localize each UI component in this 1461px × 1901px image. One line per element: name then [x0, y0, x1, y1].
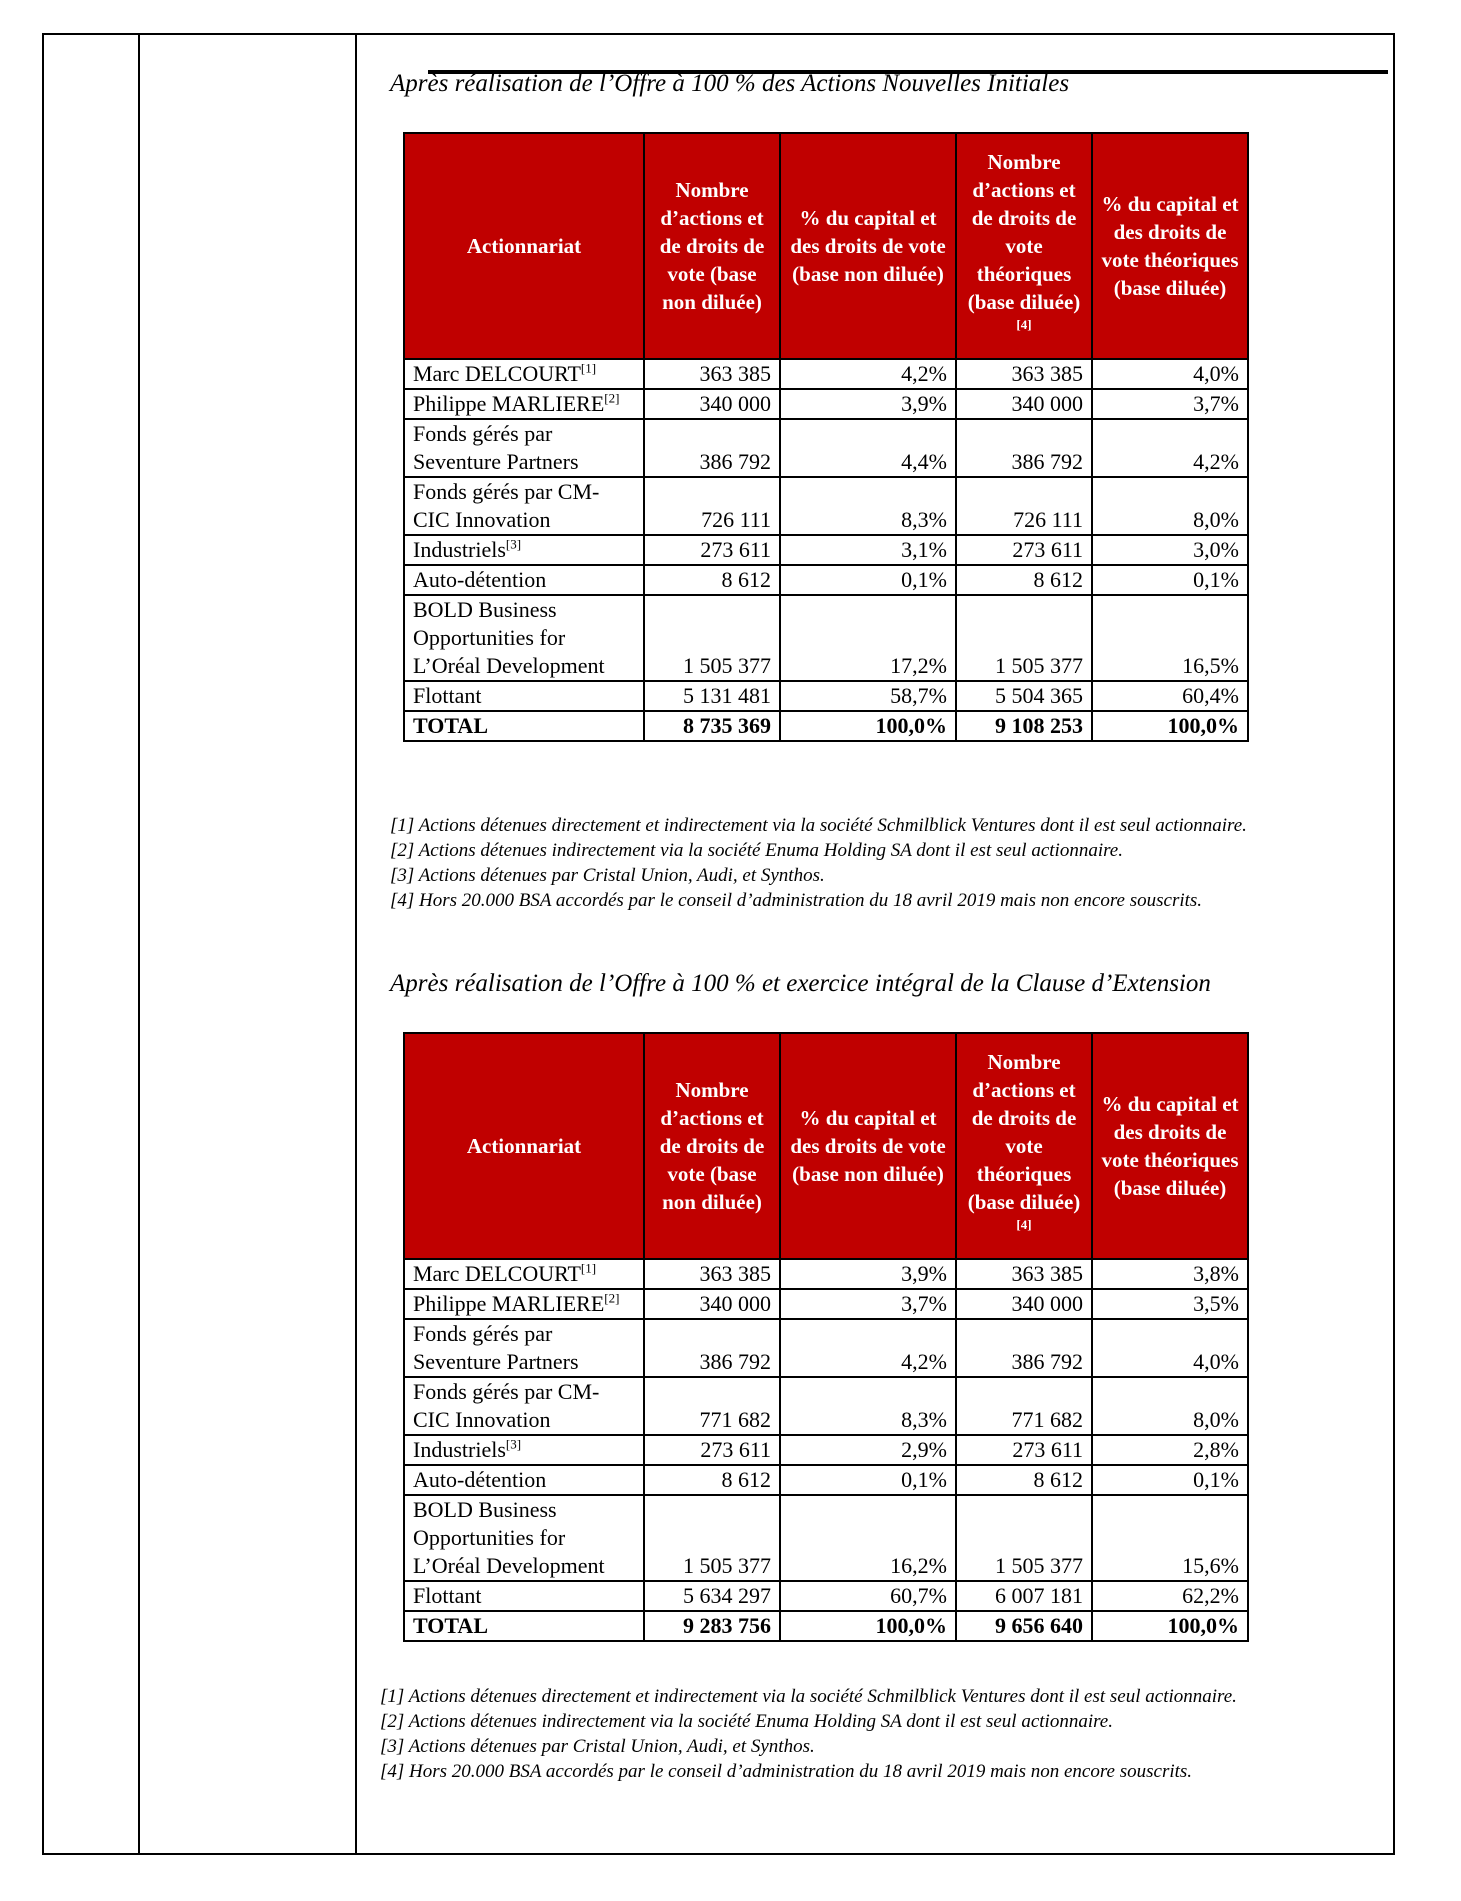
shareholder-name-text: Marc DELCOURT	[413, 1261, 581, 1286]
shareholder-name-text: Fonds gérés par CM-CIC Innovation	[413, 479, 600, 532]
shares-diluted	[956, 595, 1092, 681]
shares-base	[644, 419, 780, 477]
pct-base	[780, 419, 956, 477]
shares-base	[644, 535, 780, 565]
shares-diluted	[956, 1581, 1092, 1611]
column-header	[1092, 133, 1248, 359]
shares-base-text: 386 792	[699, 1349, 771, 1374]
pct-diluted-text: 8,0%	[1193, 507, 1239, 532]
shareholder-name-text: Fonds gérés par CM-CIC Innovation	[413, 1379, 600, 1432]
pct-base-text: 8,3%	[901, 1407, 947, 1432]
pct-base	[780, 681, 956, 711]
shareholder-name-text: Philippe MARLIERE	[413, 1291, 605, 1316]
pct-base-text: 4,2%	[901, 361, 947, 386]
shareholder-name	[404, 1289, 644, 1319]
shares-base-text: 5 131 481	[683, 683, 771, 708]
shares-diluted-text: 273 611	[1012, 537, 1083, 562]
pct-base-text: 3,9%	[901, 1261, 947, 1286]
column-header	[1092, 1033, 1248, 1259]
column-header	[644, 1033, 780, 1259]
pct-diluted	[1092, 419, 1248, 477]
column-header	[404, 1033, 644, 1259]
table-row	[404, 477, 1248, 535]
pct-diluted	[1092, 1495, 1248, 1581]
column-header	[956, 133, 1092, 359]
pct-diluted-text: 0,1%	[1193, 567, 1239, 592]
table-row	[404, 681, 1248, 711]
footnote: [4] Hors 20.000 BSA accordés par le conseil d’administration du 18 avril 2019 mais non encore souscrits.	[390, 890, 1203, 911]
pct-base-text: 3,7%	[901, 1291, 947, 1316]
shares-diluted-text: 273 611	[1012, 1437, 1083, 1462]
total-shares-diluted-text: 9 656 640	[995, 1613, 1083, 1638]
shareholder-name	[404, 595, 644, 681]
table-row	[404, 359, 1248, 389]
shares-base-text: 273 611	[700, 537, 771, 562]
table-row	[404, 1319, 1248, 1377]
shares-diluted	[956, 419, 1092, 477]
pct-base	[780, 565, 956, 595]
header-row	[404, 133, 1248, 359]
shares-diluted	[956, 1259, 1092, 1289]
pct-base-text: 0,1%	[901, 1467, 947, 1492]
shareholder-name-text: Marc DELCOURT	[413, 361, 581, 386]
column-header-text: Actionnariat	[466, 234, 582, 258]
shareholder-name	[404, 1377, 644, 1435]
pct-base-text: 2,9%	[901, 1437, 947, 1462]
pct-base-text: 3,9%	[901, 391, 947, 416]
pct-base	[780, 1319, 956, 1377]
pct-diluted-text: 3,7%	[1193, 391, 1239, 416]
pct-base-text: 8,3%	[901, 507, 947, 532]
column-header	[956, 1033, 1092, 1259]
header-row	[404, 1033, 1248, 1259]
shareholder-name	[404, 389, 644, 419]
shares-diluted-text: 6 007 181	[995, 1583, 1083, 1608]
column-header-text: % du capital et des droits de vote (base non diluée)	[790, 1106, 946, 1186]
footnote: [3] Actions détenues par Cristal Union, Audi, et Synthos.	[380, 1736, 815, 1757]
shares-base-text: 363 385	[699, 361, 771, 386]
total-label	[404, 711, 644, 741]
shares-diluted	[956, 1435, 1092, 1465]
shares-base-text: 726 111	[701, 507, 771, 532]
pct-base	[780, 535, 956, 565]
column-header-text: % du capital et des droits de vote théoriques (base diluée)	[1101, 1092, 1239, 1200]
shares-base	[644, 1319, 780, 1377]
column-header-text: Actionnariat	[466, 1134, 582, 1158]
table-row	[404, 565, 1248, 595]
pct-base	[780, 595, 956, 681]
table-row	[404, 419, 1248, 477]
shareholder-name	[404, 535, 644, 565]
table-row	[404, 389, 1248, 419]
column-header	[780, 1033, 956, 1259]
shareholder-name-text: Auto-détention	[413, 567, 547, 592]
total-pct-base	[780, 1611, 956, 1641]
column-header-text: Nombre d’actions et de droits de vote (base non diluée)	[659, 1078, 765, 1214]
shareholder-name	[404, 565, 644, 595]
total-label-text: TOTAL	[413, 713, 488, 738]
shares-base	[644, 477, 780, 535]
pct-base	[780, 1581, 956, 1611]
total-label-text: TOTAL	[413, 1613, 488, 1638]
shareholder-name-text: Fonds gérés par Seventure Partners	[413, 1321, 579, 1374]
footnote-marker: [4]	[1016, 1217, 1032, 1232]
table-row	[404, 1581, 1248, 1611]
pct-diluted	[1092, 1319, 1248, 1377]
shares-base	[644, 565, 780, 595]
shareholder-name	[404, 359, 644, 389]
shares-diluted-text: 726 111	[1013, 507, 1083, 532]
shares-diluted	[956, 565, 1092, 595]
pct-base-text: 16,2%	[890, 1553, 947, 1578]
pct-diluted	[1092, 535, 1248, 565]
table-row	[404, 535, 1248, 565]
pct-diluted-text: 3,0%	[1193, 537, 1239, 562]
total-shares-base-text: 8 735 369	[683, 713, 771, 738]
shareholder-name-text: Industriels	[413, 1437, 506, 1462]
footnote-marker: [4]	[1016, 317, 1032, 332]
pct-diluted	[1092, 359, 1248, 389]
pct-diluted-text: 3,5%	[1193, 1291, 1239, 1316]
column-header	[644, 133, 780, 359]
table-row	[404, 595, 1248, 681]
pct-base	[780, 1289, 956, 1319]
footnote-marker: [3]	[505, 536, 522, 552]
pct-base	[780, 359, 956, 389]
footnotes	[380, 1684, 1324, 1784]
total-shares-base-text: 9 283 756	[683, 1613, 771, 1638]
shareholder-name-text: Flottant	[413, 1583, 482, 1608]
total-shares-diluted	[956, 711, 1092, 741]
pct-base-text: 3,1%	[901, 537, 947, 562]
shares-diluted-text: 1 505 377	[995, 653, 1083, 678]
pct-diluted	[1092, 595, 1248, 681]
shares-base	[644, 1581, 780, 1611]
shareholder-name	[404, 681, 644, 711]
pct-diluted-text: 62,2%	[1182, 1583, 1239, 1608]
footnote: [3] Actions détenues par Cristal Union, Audi, et Synthos.	[390, 865, 825, 886]
shareholder-name-text: BOLD Business Opportunities for L’Oréal Development	[413, 597, 605, 678]
footnote-marker: [1]	[580, 1260, 597, 1276]
shares-base-text: 771 682	[699, 1407, 771, 1432]
pct-base	[780, 1465, 956, 1495]
shares-diluted-text: 771 682	[1011, 1407, 1083, 1432]
shares-base-text: 363 385	[699, 1261, 771, 1286]
pct-diluted-text: 4,2%	[1193, 449, 1239, 474]
pct-diluted	[1092, 389, 1248, 419]
shares-base-text: 386 792	[699, 449, 771, 474]
total-pct-diluted-text: 100,0%	[1167, 1613, 1239, 1638]
column-header-text: % du capital et des droits de vote théoriques (base diluée)	[1101, 192, 1239, 300]
pct-diluted	[1092, 1259, 1248, 1289]
shares-diluted-text: 386 792	[1011, 1349, 1083, 1374]
total-shares-diluted	[956, 1611, 1092, 1641]
shareholder-name-text: Flottant	[413, 683, 482, 708]
shares-diluted-text: 340 000	[1011, 1291, 1083, 1316]
total-pct-base-text: 100,0%	[875, 713, 947, 738]
column-header-text: Nombre d’actions et de droits de vote théoriques (base diluée)	[967, 1050, 1081, 1214]
column-divider	[355, 35, 357, 1853]
table-row	[404, 1495, 1248, 1581]
shares-base	[644, 595, 780, 681]
footnote: [2] Actions détenues indirectement via la société Enuma Holding SA dont il est seul actionnaire.	[380, 1711, 1113, 1732]
column-header	[780, 133, 956, 359]
shares-diluted-text: 8 612	[1033, 567, 1083, 592]
total-pct-diluted	[1092, 711, 1248, 741]
pct-base	[780, 1377, 956, 1435]
pct-base	[780, 477, 956, 535]
total-shares-base	[644, 1611, 780, 1641]
shareholder-name-text: BOLD Business Opportunities for L’Oréal Development	[413, 1497, 605, 1578]
footnote-marker: [2]	[604, 1290, 620, 1306]
shares-diluted-text: 8 612	[1033, 1467, 1083, 1492]
pct-base	[780, 389, 956, 419]
total-label	[404, 1611, 644, 1641]
column-header-text: Nombre d’actions et de droits de vote (base non diluée)	[659, 178, 765, 314]
pct-diluted	[1092, 477, 1248, 535]
footnote-marker: [3]	[505, 1436, 522, 1452]
shareholder-name	[404, 1495, 644, 1581]
pct-base-text: 60,7%	[890, 1583, 947, 1608]
pct-diluted-text: 0,1%	[1193, 1467, 1239, 1492]
shares-base-text: 8 612	[721, 1467, 771, 1492]
section-title: Après réalisation de l’Offre à 100 % des Actions Nouvelles Initiales	[390, 70, 1070, 97]
shares-diluted	[956, 389, 1092, 419]
shares-base	[644, 359, 780, 389]
shares-base	[644, 389, 780, 419]
column-divider	[138, 35, 140, 1853]
total-pct-diluted	[1092, 1611, 1248, 1641]
table-row	[404, 1289, 1248, 1319]
pct-base	[780, 1495, 956, 1581]
shareholding-table	[403, 132, 1249, 742]
table-row	[404, 1259, 1248, 1289]
shareholder-name	[404, 1259, 644, 1289]
pct-base-text: 4,4%	[901, 449, 947, 474]
shares-diluted	[956, 477, 1092, 535]
pct-base	[780, 1259, 956, 1289]
shares-base-text: 273 611	[700, 1437, 771, 1462]
shares-diluted-text: 363 385	[1011, 1261, 1083, 1286]
shareholding-table	[403, 1032, 1249, 1642]
shares-base	[644, 1259, 780, 1289]
pct-diluted	[1092, 1435, 1248, 1465]
pct-diluted-text: 8,0%	[1193, 1407, 1239, 1432]
shares-base-text: 340 000	[699, 391, 771, 416]
shares-base	[644, 1289, 780, 1319]
footnote: [2] Actions détenues indirectement via la société Enuma Holding SA dont il est seul actionnaire.	[390, 840, 1123, 861]
shares-diluted-text: 5 504 365	[995, 683, 1083, 708]
shareholder-name-text: Industriels	[413, 537, 506, 562]
shares-base	[644, 1435, 780, 1465]
column-header-text: % du capital et des droits de vote (base non diluée)	[790, 206, 946, 286]
pct-diluted-text: 60,4%	[1182, 683, 1239, 708]
shares-diluted-text: 340 000	[1011, 391, 1083, 416]
pct-diluted	[1092, 1581, 1248, 1611]
shares-diluted-text: 363 385	[1011, 361, 1083, 386]
footnote: [1] Actions détenues directement et indirectement via la société Schmilblick Ventures dont il est seul actionnaire.	[390, 815, 1247, 836]
total-shares-diluted-text: 9 108 253	[995, 713, 1083, 738]
pct-base-text: 58,7%	[890, 683, 947, 708]
total-shares-base	[644, 711, 780, 741]
pct-diluted-text: 4,0%	[1193, 361, 1239, 386]
table-row	[404, 1435, 1248, 1465]
shares-base-text: 8 612	[721, 567, 771, 592]
shares-diluted	[956, 1495, 1092, 1581]
pct-diluted-text: 4,0%	[1193, 1349, 1239, 1374]
shareholder-name-text: Fonds gérés par Seventure Partners	[413, 421, 579, 474]
shares-base	[644, 1377, 780, 1435]
footnote-marker: [1]	[580, 360, 597, 376]
total-row	[404, 1611, 1248, 1641]
shares-base	[644, 1465, 780, 1495]
shares-base	[644, 681, 780, 711]
pct-base-text: 4,2%	[901, 1349, 947, 1374]
footnotes	[390, 813, 1324, 913]
pct-diluted-text: 15,6%	[1182, 1553, 1239, 1578]
pct-base-text: 0,1%	[901, 567, 947, 592]
shares-base-text: 340 000	[699, 1291, 771, 1316]
pct-diluted	[1092, 1465, 1248, 1495]
pct-diluted	[1092, 681, 1248, 711]
pct-diluted-text: 3,8%	[1193, 1261, 1239, 1286]
footnote: [4] Hors 20.000 BSA accordés par le conseil d’administration du 18 avril 2019 mais non encore souscrits.	[380, 1761, 1193, 1782]
shares-diluted-text: 386 792	[1011, 449, 1083, 474]
shares-diluted	[956, 535, 1092, 565]
total-pct-diluted-text: 100,0%	[1167, 713, 1239, 738]
pct-diluted-text: 2,8%	[1193, 1437, 1239, 1462]
pct-diluted	[1092, 1289, 1248, 1319]
footnote-marker: [2]	[604, 390, 620, 406]
table-row	[404, 1465, 1248, 1495]
shares-diluted	[956, 1319, 1092, 1377]
total-row	[404, 711, 1248, 741]
total-pct-base	[780, 711, 956, 741]
shares-base-text: 1 505 377	[683, 1553, 771, 1578]
shares-diluted	[956, 1377, 1092, 1435]
shares-diluted	[956, 1465, 1092, 1495]
shares-diluted	[956, 681, 1092, 711]
shares-base	[644, 1495, 780, 1581]
shares-base-text: 1 505 377	[683, 653, 771, 678]
pct-diluted-text: 16,5%	[1182, 653, 1239, 678]
shares-diluted	[956, 1289, 1092, 1319]
shareholder-name	[404, 477, 644, 535]
shareholder-name	[404, 1319, 644, 1377]
shareholder-name	[404, 1581, 644, 1611]
shareholder-name	[404, 1465, 644, 1495]
pct-diluted	[1092, 565, 1248, 595]
column-header-text: Nombre d’actions et de droits de vote théoriques (base diluée)	[967, 150, 1081, 314]
shares-base-text: 5 634 297	[683, 1583, 771, 1608]
shareholder-name	[404, 419, 644, 477]
total-pct-base-text: 100,0%	[875, 1613, 947, 1638]
shareholder-name-text: Auto-détention	[413, 1467, 547, 1492]
pct-base	[780, 1435, 956, 1465]
footnote: [1] Actions détenues directement et indirectement via la société Schmilblick Ventures dont il est seul actionnaire.	[380, 1686, 1237, 1707]
shares-diluted-text: 1 505 377	[995, 1553, 1083, 1578]
section-title: Après réalisation de l’Offre à 100 % et exercice intégral de la Clause d’Extension	[390, 970, 1211, 997]
pct-base-text: 17,2%	[890, 653, 947, 678]
shares-diluted	[956, 359, 1092, 389]
shareholder-name	[404, 1435, 644, 1465]
table-row	[404, 1377, 1248, 1435]
shareholder-name-text: Philippe MARLIERE	[413, 391, 605, 416]
pct-diluted	[1092, 1377, 1248, 1435]
column-header	[404, 133, 644, 359]
